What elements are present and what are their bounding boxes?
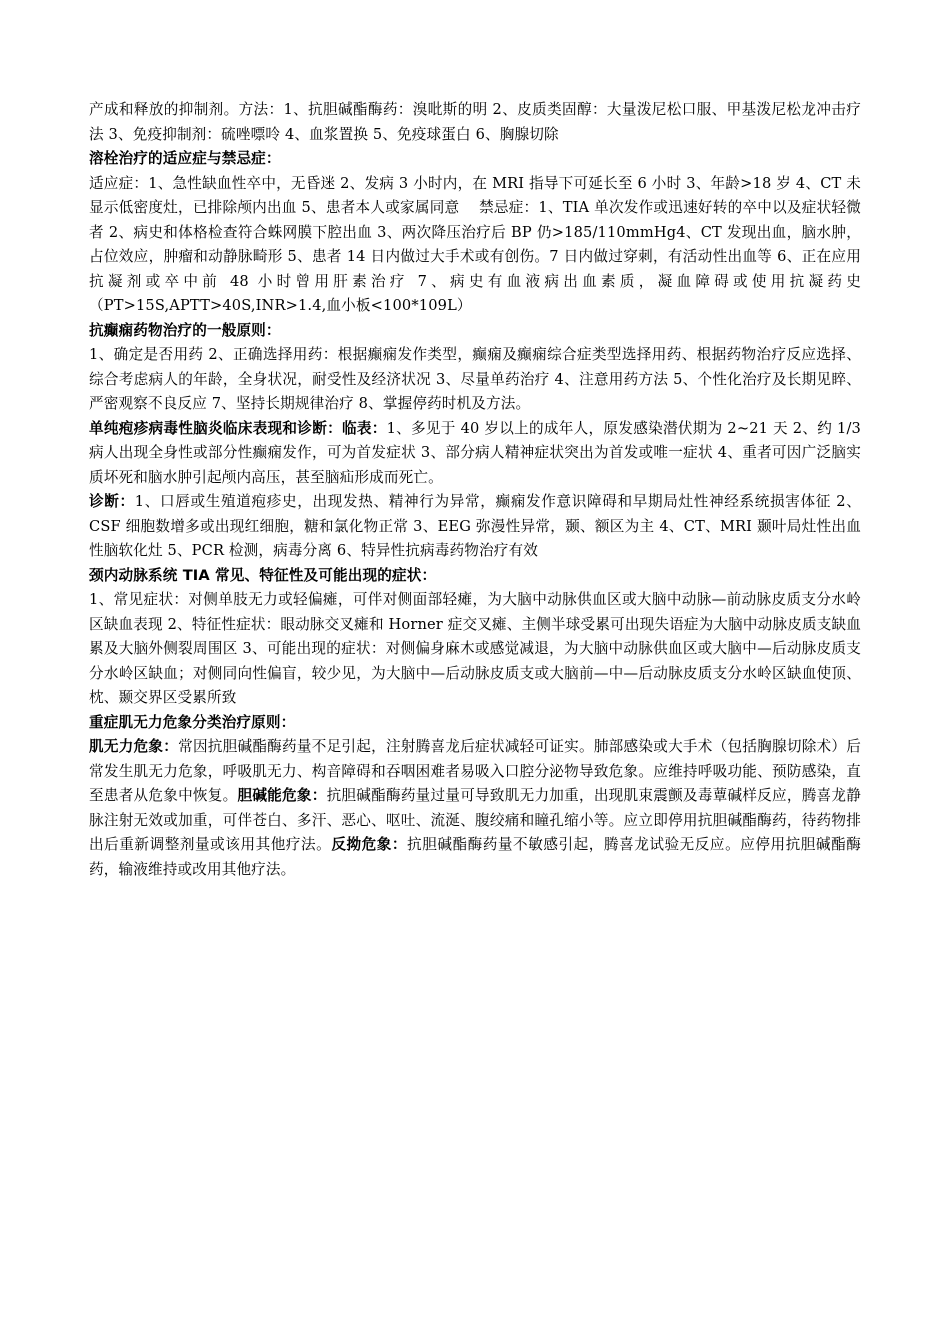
tia-heading: 颈内动脉系统 TIA 常见、特征性及可能出现的症状：: [89, 566, 437, 584]
brittle-crisis-text: 抗胆碱酯酶药量不敏感引起，腾喜龙试验无反应。应停用抗胆碱酯酶药，输液维持或改用其他疗法。: [89, 836, 861, 878]
cholinergic-crisis-term: 胆碱能危象：: [237, 787, 327, 804]
hsv-diagnosis-text: 1、口唇或生殖道疱疹史，出现发热、精神行为异常，癫痫发作意识障碍和早期局灶性神经系统损害体征 2、CSF 细胞数增多或出现红细胞，糖和氯化物正常 3、EEG 弥漫性异常，颞、额区为主 4、CT、MRI 颞叶局灶性出血性脑软化灶 5、PCR 检测，病毒分离 6、特异性抗病毒药物治疗有效: [89, 493, 861, 559]
epilepsy-paragraph: 1、确定是否用药 2、正确选择用药：根据癫痫发作类型，癫痫及癫痫综合症类型选择用药、根据药物治疗反应选择、综合考虑病人的年龄，全身状况，耐受性及经济状况 3、尽量单药治疗 4、注意用药方法 5、个性化治疗及长期见睟、严密观察不良反应 7、坚持长期规律治疗 8、掌握停药时机及方法。: [89, 346, 861, 412]
thrombolysis-heading: 溶栓治疗的适应症与禁忌症：: [89, 150, 281, 167]
tia-paragraph: 1、常见症状：对侧单肢无力或轻偏瘫，可伴对侧面部轻瘫，为大脑中动脉供血区或大脑中动脉—前动脉皮质支分水岭区缺血表现 2、特征性症状：眼动脉交叉瘫和 Horner 症交叉瘫、主侧半球受累可出现失语症为大脑中动脉皮质支缺血累及大脑外侧裂周围区 3、可能出现的症状：对侧偏身麻木或感觉减退，为大脑中动脉供血区或大脑中—后动脉皮质支分水岭区缺血；对侧同向性偏盲，较少见，为大脑中—后动脉皮质支或大脑前—中—后动脉皮质支分水岭区缺血使顶、枕、颞交界区受累所致: [89, 591, 861, 706]
mg-crisis-heading: 重症肌无力危象分类治疗原则：: [89, 713, 296, 731]
myasthenic-crisis-text: 常因抗胆碱酯酶药量不足引起，注射腾喜龙后症状减轻可证实。肺部感染或大手术（包括胸腺切除术）后常发生肌无力危象，呼吸肌无力、构音障碍和吞咽困难者易吸入口腔分泌物导致危象。应维持呼吸功能、预防感染，直至患者从危象中恢复。: [89, 738, 861, 804]
hsv-section: [89, 417, 861, 491]
cholinergic-crisis-text: 抗胆碱酯酶药量过量可导致肌无力加重，出现肌束震颤及毒蕈碱样反应，腾喜龙静脉注射无效或加重，可伴苍白、多汗、恶心、呕吐、流涎、腹绞痛和瞳孔缩小等。应立即停用抗胆碱酯酶药，待药物排出后重新调整剂量或该用其他疗法。: [89, 787, 861, 853]
myasthenic-crisis-term: 肌无力危象：: [89, 738, 179, 755]
document-page: [89, 98, 861, 882]
mg-treatment-paragraph: 产成和释放的抑制剂。方法：1、抗胆碱酯酶药：溴吡斯的明 2、皮质类固醇：大量泼尼松口服、甲基泼尼松龙冲击疗法 3、免疫抑制剂：硫唑嘌呤 4、血浆置换 5、免疫球蛋白 6、胸腺切除: [89, 101, 861, 143]
hsv-heading: 单纯疱疹病毒性脑炎临床表现和诊断：临表：: [89, 419, 387, 437]
hsv-clinical-text: 1、多见于 40 岁以上的成年人，原发感染潜伏期为 2~21 天 2、约 1/3 病人出现全身性或部分性癫痫发作，可为首发症状 3、部分病人精神症状突出为首发或唯一症状 4、重者可因广泛脑实质坏死和脑水肿引起颅内高压，甚至脑疝形成而死亡。: [89, 419, 861, 486]
diagnosis-label: 诊断：: [89, 493, 135, 510]
brittle-crisis-term: 反拗危象：: [331, 836, 408, 853]
hsv-diagnosis-section: [89, 490, 861, 564]
epilepsy-heading: 抗癫痫药物治疗的一般原则：: [89, 321, 281, 339]
mg-crisis-paragraph: [89, 735, 861, 882]
thrombolysis-paragraph: 适应症：1、急性缺血性卒中，无昏迷 2、发病 3 小时内，在 MRI 指导下可延长至 6 小时 3、年龄>18 岁 4、CT 未显示低密度灶，已排除颅内出血 5、患者本人或家属同意 禁忌症：1、TIA 单次发作或迅速好转的卒中以及症状轻微者 2、病史和体格检查符合蛛网膜下腔出血 3、两次降压治疗后 BP 仍>185/110mmHg4、CT 发现出血，脑水肿，占位效应，肿瘤和动静脉畸形 5、患者 14 日内做过大手术或有创伤。7 日内做过穿刺，有活动性出血等 6、正在应用抗凝剂或卒中前 48 小时曾用肝素治疗 7、病史有血液病出血素质，凝血障碍或使用抗凝药史（PT>15S,APTT>40S,INR>1.4,血小板<100*109L）: [89, 174, 861, 314]
